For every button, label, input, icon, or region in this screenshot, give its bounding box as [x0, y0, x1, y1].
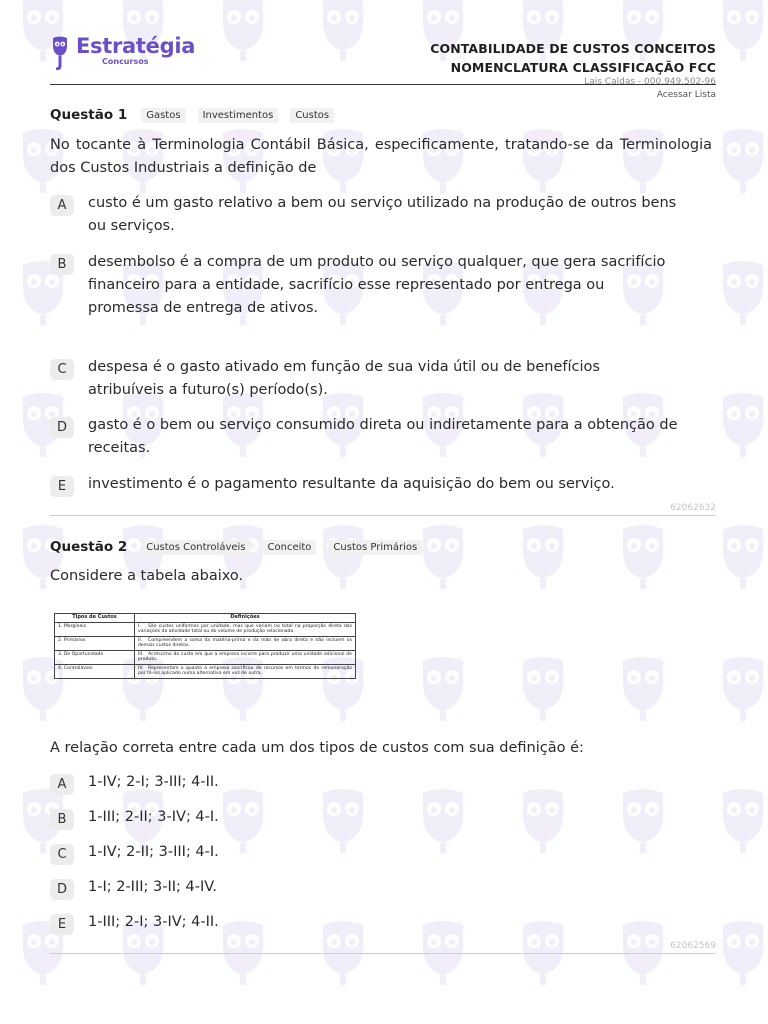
definition-text: Representam o quanto a empresa sacrificou de recursos em termos de remuneração por tê-los aplicado numa alternativa em vez de outra.	[138, 665, 352, 676]
question-1-option-d[interactable]	[50, 414, 690, 460]
brand-subtitle: Concursos	[102, 57, 149, 66]
owl-logo-icon	[50, 36, 70, 70]
option-letter[interactable]: C	[50, 844, 74, 865]
question-2-option-e[interactable]	[50, 911, 690, 935]
title-line-1: CONTABILIDADE DE CUSTOS CONCEITOS	[430, 41, 716, 56]
access-list-link[interactable]: Acessar Lista	[656, 90, 716, 100]
question-1-option-a[interactable]	[50, 192, 690, 238]
table-cell-type: 2. Primários	[55, 636, 135, 650]
table-row	[55, 636, 356, 650]
option-text: despesa é o gasto ativado em função de sua vida útil ou de benefícios atribuíveis a futuro(s) período(s).	[88, 359, 600, 398]
cost-types-table	[54, 613, 356, 679]
table-row	[55, 622, 356, 636]
option-letter[interactable]: B	[50, 809, 74, 830]
table-cell-definition	[135, 622, 356, 636]
definition-text: Compreendem a soma da matéria-prima e da mão de obra direta e não incluem os demais custos diretos.	[138, 637, 352, 648]
question-1-option-e[interactable]	[50, 473, 690, 497]
tag-custos-primarios[interactable]: Custos Primários	[328, 540, 422, 555]
tag-custos[interactable]: Custos	[290, 108, 334, 123]
option-text: 1-IV; 2-II; 3-III; 4-I.	[88, 844, 219, 860]
question-1-id: 62062632	[670, 503, 716, 513]
table-header-cell: Tipos de Custos	[55, 614, 135, 623]
question-2-id: 62062569	[670, 941, 716, 951]
question-2-option-b[interactable]	[50, 806, 690, 830]
question-2-option-c[interactable]	[50, 841, 690, 865]
brand-name: Estratégia	[76, 34, 196, 58]
tag-conceito[interactable]: Conceito	[263, 540, 317, 555]
option-text: investimento é o pagamento resultante da aquisição do bem ou serviço.	[88, 476, 615, 492]
option-text: custo é um gasto relativo a bem ou serviço utilizado na produção de outros bens ou serviços.	[88, 195, 677, 234]
question-title: Questão 1	[50, 107, 128, 123]
table-header-row	[55, 614, 356, 623]
option-letter[interactable]: B	[50, 254, 74, 275]
tag-custos-controlaveis[interactable]: Custos Controláveis	[141, 540, 250, 555]
tag-investimentos[interactable]: Investimentos	[198, 108, 279, 123]
table-cell-definition	[135, 664, 356, 678]
option-text: 1-I; 2-III; 3-II; 4-IV.	[88, 879, 217, 895]
table-header-cell: Definições	[135, 614, 356, 623]
tag-gastos[interactable]: Gastos	[141, 108, 185, 123]
option-text: desembolso é a compra de um produto ou serviço qualquer, que gera sacrifício financeiro para a entidade, sacrifício esse representado por entrega ou promessa de entrega de ativos.	[88, 254, 666, 316]
definition-number: II.	[138, 637, 143, 643]
header-divider	[50, 84, 716, 85]
option-letter[interactable]: A	[50, 195, 74, 216]
option-text: 1-III; 2-II; 3-IV; 4-I.	[88, 809, 219, 825]
option-letter[interactable]: A	[50, 774, 74, 795]
table-cell-type: 1. Marginais	[55, 622, 135, 636]
table-cell-definition	[135, 650, 356, 664]
question-2-option-d[interactable]	[50, 876, 690, 900]
definition-number: IV.	[138, 665, 144, 671]
document-title	[430, 39, 716, 77]
question-1-header	[50, 107, 346, 123]
option-letter[interactable]: D	[50, 417, 74, 438]
option-letter[interactable]: D	[50, 879, 74, 900]
definition-text: Acréscimo do custo em que a empresa incorre para produzir uma unidade adicional de produto.	[138, 651, 352, 662]
question-1-option-c[interactable]	[50, 356, 690, 402]
option-letter[interactable]: C	[50, 359, 74, 380]
option-letter[interactable]: E	[50, 914, 74, 935]
option-text: 1-IV; 2-I; 3-III; 4-II.	[88, 774, 219, 790]
question-2-divider	[50, 953, 716, 954]
definition-number: III.	[138, 651, 144, 657]
question-1-divider	[50, 515, 716, 516]
option-text: gasto é o bem ou serviço consumido direta ou indiretamente para a obtenção de receitas.	[88, 417, 678, 456]
definition-number: I.	[138, 623, 141, 629]
table-row	[55, 650, 356, 664]
question-1-option-b[interactable]	[50, 251, 690, 320]
question-2-option-a[interactable]	[50, 771, 690, 795]
estrategia-logo	[50, 36, 195, 70]
table-cell-type: 4. Controláveis	[55, 664, 135, 678]
definition-text: São custos uniformes por unidade, mas que variam no total na proporção direta das variações da atividade total ou do volume de produção relacionado.	[138, 623, 352, 634]
user-identifier: Lais Caldas - 000.949.502-96	[584, 77, 716, 87]
question-2-stem: Considere a tabela abaixo.	[50, 568, 244, 584]
option-letter[interactable]: E	[50, 476, 74, 497]
question-1-stem: No tocante à Terminologia Contábil Básica, especificamente, tratando-se da Terminologia dos Custos Industriais a definição de	[50, 137, 712, 176]
question-2-prompt: A relação correta entre cada um dos tipos de custos com sua definição é:	[50, 740, 584, 756]
table-row	[55, 664, 356, 678]
table-cell-definition	[135, 636, 356, 650]
table-cell-type: 3. De Oportunidade	[55, 650, 135, 664]
option-text: 1-III; 2-I; 3-IV; 4-II.	[88, 914, 219, 930]
title-line-2: NOMENCLATURA CLASSIFICAÇÃO FCC	[450, 60, 716, 75]
question-2-header	[50, 539, 434, 555]
question-title: Questão 2	[50, 539, 128, 555]
